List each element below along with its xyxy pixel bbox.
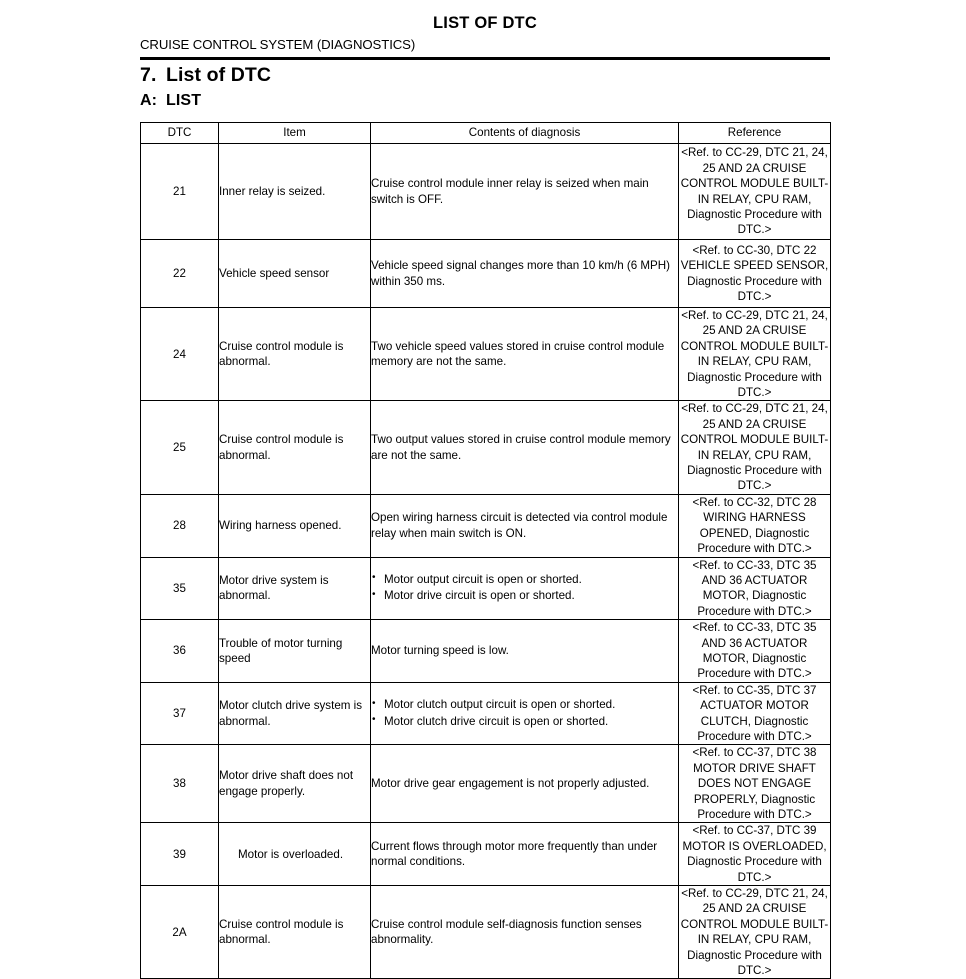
cell-item: Trouble of motor turning speed [219, 620, 371, 683]
contents-bullet-item: • Motor output circuit is open or shorted. [371, 572, 678, 588]
column-header-reference: Reference [679, 123, 831, 144]
cell-item: Motor drive system is abnormal. [219, 557, 371, 620]
table-header-row [141, 123, 831, 144]
chapter-heading [140, 64, 271, 87]
table-row [141, 144, 831, 240]
cell-contents-of-diagnosis: Open wiring harness circuit is detected via control module relay when main switch is ON. [371, 494, 679, 557]
section-name: CRUISE CONTROL SYSTEM (DIAGNOSTICS) [140, 36, 416, 52]
cell-dtc-code: 21 [141, 144, 219, 240]
subsection-heading [140, 92, 201, 110]
cell-contents-of-diagnosis [371, 682, 679, 745]
cell-reference: <Ref. to CC-29, DTC 21, 24, 25 AND 2A CRUISE CONTROL MODULE BUILT-IN RELAY, CPU RAM, Diagnostic Procedure with DTC.> [679, 144, 831, 240]
table-body [141, 144, 831, 979]
table-row [141, 494, 831, 557]
cell-dtc-code: 39 [141, 823, 219, 886]
cell-contents-of-diagnosis [371, 557, 679, 620]
table-header [141, 123, 831, 144]
table-row [141, 308, 831, 401]
column-header-contents: Contents of diagnosis [371, 123, 679, 144]
cell-reference: <Ref. to CC-33, DTC 35 AND 36 ACTUATOR MOTOR, Diagnostic Procedure with DTC.> [679, 557, 831, 620]
running-header [140, 14, 830, 54]
cell-reference: <Ref. to CC-33, DTC 35 AND 36 ACTUATOR MOTOR, Diagnostic Procedure with DTC.> [679, 620, 831, 683]
cell-reference: <Ref. to CC-29, DTC 21, 24, 25 AND 2A CRUISE CONTROL MODULE BUILT-IN RELAY, CPU RAM, Diagnostic Procedure with DTC.> [679, 308, 831, 401]
column-header-dtc: DTC [141, 123, 219, 144]
dtc-table [140, 122, 831, 979]
cell-item: Cruise control module is abnormal. [219, 308, 371, 401]
cell-contents-of-diagnosis: Cruise control module self-diagnosis function senses abnormality. [371, 886, 679, 979]
cell-item: Inner relay is seized. [219, 144, 371, 240]
cell-reference: <Ref. to CC-32, DTC 28 WIRING HARNESS OPENED, Diagnostic Procedure with DTC.> [679, 494, 831, 557]
cell-dtc-code: 24 [141, 308, 219, 401]
table-row [141, 745, 831, 823]
cell-item: Motor drive shaft does not engage properly. [219, 745, 371, 823]
cell-reference: <Ref. to CC-29, DTC 21, 24, 25 AND 2A CRUISE CONTROL MODULE BUILT-IN RELAY, CPU RAM, Diagnostic Procedure with DTC.> [679, 401, 831, 494]
cell-contents-of-diagnosis: Two vehicle speed values stored in cruise control module memory are not the same. [371, 308, 679, 401]
table-row [141, 823, 831, 886]
cell-dtc-code: 38 [141, 745, 219, 823]
cell-dtc-code: 22 [141, 240, 219, 308]
cell-reference: <Ref. to CC-29, DTC 21, 24, 25 AND 2A CRUISE CONTROL MODULE BUILT-IN RELAY, CPU RAM, Diagnostic Procedure with DTC.> [679, 886, 831, 979]
cell-item: Wiring harness opened. [219, 494, 371, 557]
table-row [141, 682, 831, 745]
cell-reference: <Ref. to CC-35, DTC 37 ACTUATOR MOTOR CLUTCH, Diagnostic Procedure with DTC.> [679, 682, 831, 745]
cell-item: Cruise control module is abnormal. [219, 401, 371, 494]
cell-contents-of-diagnosis: Current flows through motor more frequently than under normal conditions. [371, 823, 679, 886]
contents-bullet-item: • Motor clutch drive circuit is open or shorted. [371, 714, 678, 730]
cell-item: Motor is overloaded. [219, 823, 371, 886]
header-divider-rule [140, 57, 830, 60]
cell-contents-of-diagnosis: Motor drive gear engagement is not properly adjusted. [371, 745, 679, 823]
contents-bullet-list [371, 572, 678, 605]
table-row [141, 886, 831, 979]
chapter-number: 7. [140, 64, 157, 86]
cell-item: Cruise control module is abnormal. [219, 886, 371, 979]
cell-dtc-code: 2A [141, 886, 219, 979]
contents-bullet-item: • Motor clutch output circuit is open or shorted. [371, 697, 678, 713]
cell-reference: <Ref. to CC-30, DTC 22 VEHICLE SPEED SENSOR, Diagnostic Procedure with DTC.> [679, 240, 831, 308]
page-title: LIST OF DTC [433, 14, 537, 32]
contents-bullet-item: • Motor drive circuit is open or shorted. [371, 588, 678, 604]
subsection-number: A: [140, 92, 158, 109]
contents-bullet-list [371, 697, 678, 730]
chapter-title: List of DTC [166, 64, 272, 86]
table-row [141, 620, 831, 683]
cell-contents-of-diagnosis: Cruise control module inner relay is seized when main switch is OFF. [371, 144, 679, 240]
cell-dtc-code: 28 [141, 494, 219, 557]
cell-contents-of-diagnosis: Two output values stored in cruise control module memory are not the same. [371, 401, 679, 494]
cell-reference: <Ref. to CC-37, DTC 39 MOTOR IS OVERLOADED, Diagnostic Procedure with DTC.> [679, 823, 831, 886]
cell-dtc-code: 36 [141, 620, 219, 683]
column-header-item: Item [219, 123, 371, 144]
table-row [141, 240, 831, 308]
cell-dtc-code: 37 [141, 682, 219, 745]
cell-item: Motor clutch drive system is abnormal. [219, 682, 371, 745]
cell-dtc-code: 35 [141, 557, 219, 620]
cell-item: Vehicle speed sensor [219, 240, 371, 308]
cell-contents-of-diagnosis: Motor turning speed is low. [371, 620, 679, 683]
cell-dtc-code: 25 [141, 401, 219, 494]
subsection-title: LIST [166, 92, 202, 109]
cell-reference: <Ref. to CC-37, DTC 38 MOTOR DRIVE SHAFT DOES NOT ENGAGE PROPERLY, Diagnostic Procedure with DTC.> [679, 745, 831, 823]
table-row [141, 401, 831, 494]
cell-contents-of-diagnosis: Vehicle speed signal changes more than 10 km/h (6 MPH) within 350 ms. [371, 240, 679, 308]
table-row [141, 557, 831, 620]
